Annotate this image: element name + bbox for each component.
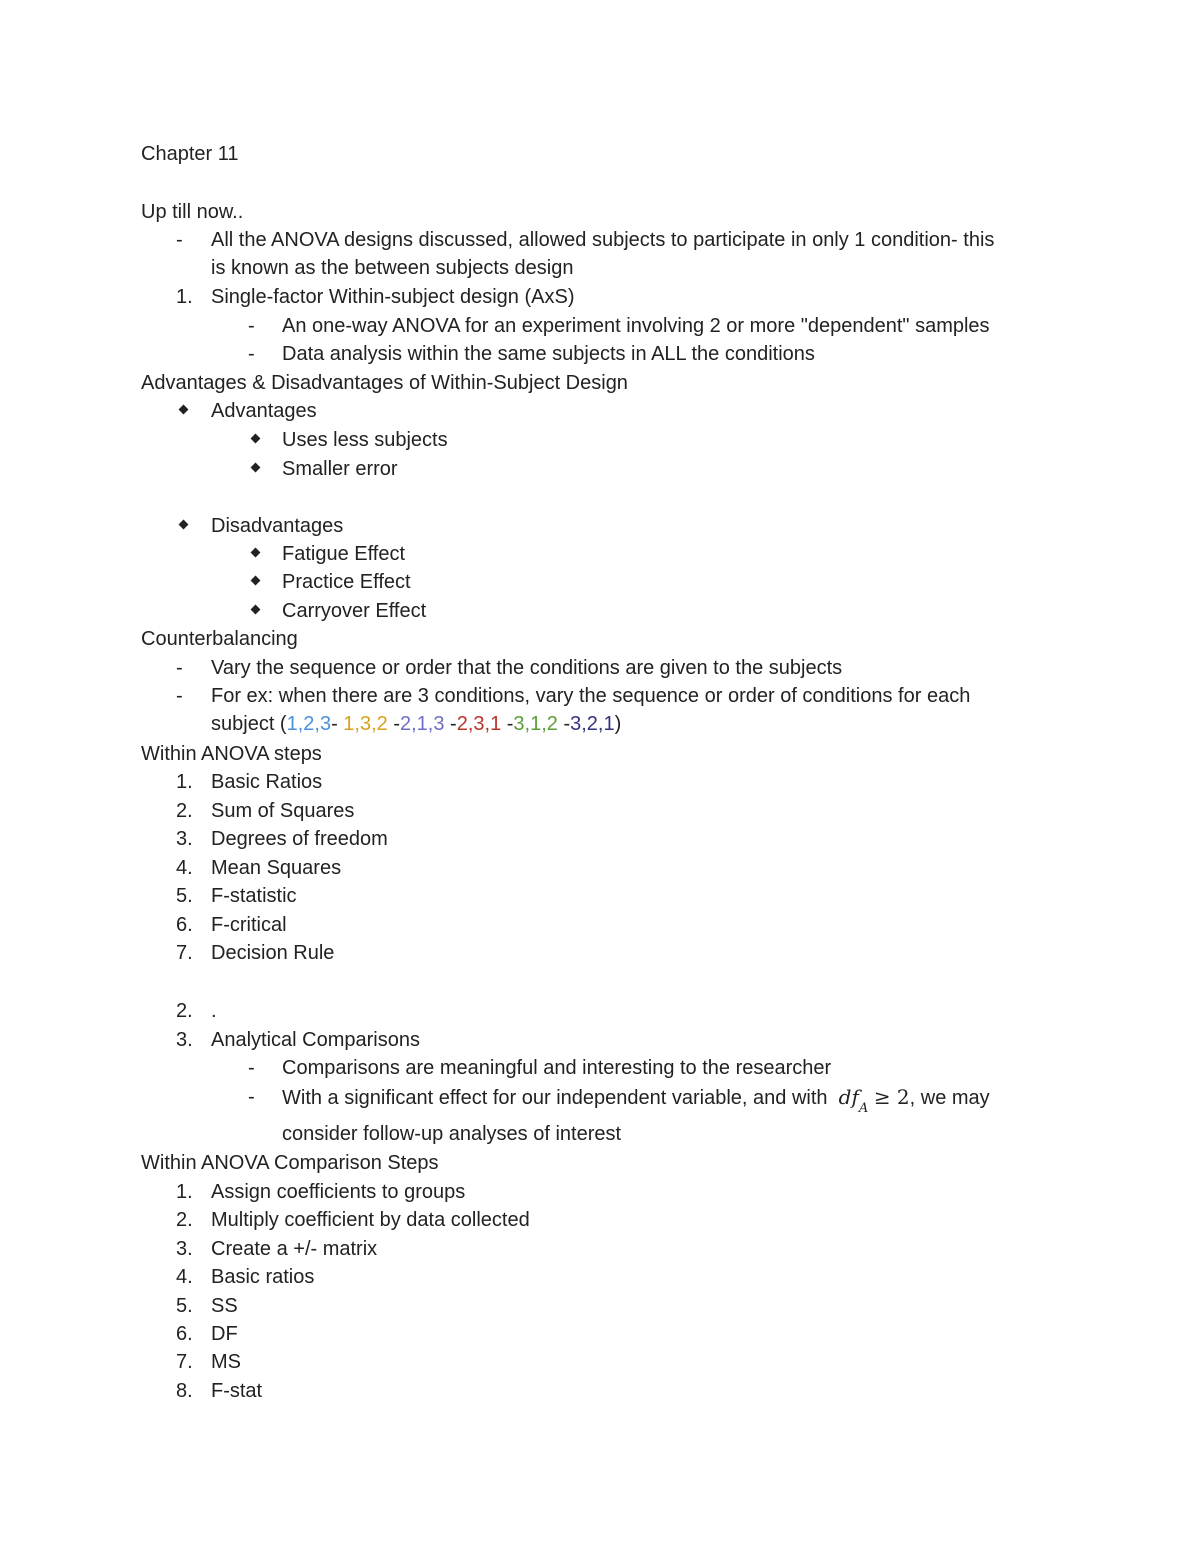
advantage-item: Uses less subjects [282,429,448,451]
list-number: 2. [176,799,193,822]
dash-marker: - [248,1086,255,1108]
list-number: 5. [176,1294,193,1317]
bullet-icon [179,405,189,415]
bullet-icon [251,434,261,444]
comparison-step-item: SS [211,1294,238,1317]
step-item: Sum of Squares [211,799,355,822]
counter-item-2-line-2 [211,712,621,736]
disadvantages-label: Disadvantages [211,515,344,537]
list-number: 1. [176,286,193,308]
bullet-icon [251,576,261,586]
seq-prefix: subject ( [211,713,287,735]
analytical-sub-2-line-2: consider follow-up analyses of interest [282,1123,622,1145]
analytical-sub-2-post: , we may [909,1087,990,1109]
dash-marker: - [248,1057,255,1079]
single-factor-sub-1: An one-way ANOVA for an experiment involving 2 or more "dependent" samples [282,315,990,337]
list-number: 5. [176,885,193,907]
seq-2: 1,3,2 [343,713,388,735]
disadvantage-item: Carryover Effect [282,600,427,622]
list-number: 4. [176,1266,193,1289]
list-number: 7. [176,1351,193,1374]
dash-marker: - [176,685,183,707]
math-sub: A [858,1101,869,1116]
seq-sep: - [557,713,571,735]
bullet-icon [251,605,261,615]
comparison-step-item: F-stat [211,1379,263,1402]
list-number: 4. [176,856,193,879]
counter-item-2-line-1: For ex: when there are 3 conditions, vary the sequence or order of conditions for each [211,685,971,707]
comparison-step-item: DF [211,1323,238,1345]
list-number: 7. [176,942,193,964]
bullet-icon [251,548,261,558]
list-number: 3. [176,828,193,850]
comparison-heading: Within ANOVA Comparison Steps [141,1152,439,1174]
list-number: 2. [176,1000,193,1022]
counter-heading: Counterbalancing [141,628,298,650]
adv-heading: Advantages & Disadvantages of Within-Subject Design [141,372,628,394]
seq-1: 1,2,3 [286,713,332,735]
analytical-sub-2-pre: With a significant effect for our independent variable, and with [282,1087,828,1109]
seq-sep: - [501,713,514,735]
intro-heading: Up till now.. [141,201,244,223]
list-number: 8. [176,1379,193,1402]
steps-heading: Within ANOVA steps [141,743,322,765]
dash-marker: - [248,315,255,337]
single-factor-label: Single-factor Within-subject design (AxS) [211,286,575,308]
between-line-2: is known as the between subjects design [211,257,574,279]
advantages-label: Advantages [211,400,317,422]
dash-marker: - [176,657,183,679]
seq-6: 3,2,1 [570,713,615,735]
list-number: 3. [176,1029,193,1051]
analytical-sub-2 [282,1085,990,1116]
list-number: 3. [176,1237,193,1260]
advantage-item: Smaller error [282,458,398,480]
step-item: Mean Squares [211,856,342,879]
step-item: Decision Rule [211,942,335,964]
single-factor-sub-2: Data analysis within the same subjects in ALL the conditions [282,343,815,365]
step-item: F-statistic [211,885,297,907]
list-number: 1. [176,1181,193,1203]
comparison-step-item: Basic ratios [211,1266,315,1289]
math-rel: ≥ 2 [873,1085,910,1109]
seq-5: 3,1,2 [513,713,558,735]
comparison-step-item: Create a +/- matrix [211,1237,378,1260]
seq-suffix: ) [614,713,622,735]
bullet-icon [251,463,261,473]
list-number: 6. [176,913,193,936]
step-item: Basic Ratios [211,771,323,793]
list-number: 1. [176,771,193,793]
between-line-1: All the ANOVA designs discussed, allowed subjects to participate in only 1 condition- this [211,229,995,251]
dash-marker: - [176,229,183,251]
seq-sep: - [331,713,344,735]
step-item: Degrees of freedom [211,828,388,850]
list-number: 2. [176,1209,193,1232]
seq-3: 2,1,3 [400,713,445,735]
seq-sep: - [387,713,400,735]
comparison-step-item: Assign coefficients to groups [211,1181,466,1203]
seq-4: 2,3,1 [456,713,502,735]
step-item: F-critical [211,913,287,936]
math-df: df [838,1085,859,1109]
disadvantage-item: Practice Effect [282,571,411,593]
comparison-step-item: Multiply coefficient by data collected [211,1209,530,1232]
item-2-text: . [211,1000,217,1022]
bullet-icon [179,520,189,530]
comparison-step-item: MS [211,1351,241,1374]
seq-sep: - [444,713,457,735]
counter-item-1: Vary the sequence or order that the conditions are given to the subjects [211,657,843,679]
dash-marker: - [248,343,255,365]
chapter-title: Chapter 11 [141,143,239,165]
disadvantage-item: Fatigue Effect [282,543,406,565]
list-number: 6. [176,1323,193,1345]
analytical-sub-1: Comparisons are meaningful and interesting to the researcher [282,1057,832,1079]
analytical-label: Analytical Comparisons [211,1029,420,1051]
